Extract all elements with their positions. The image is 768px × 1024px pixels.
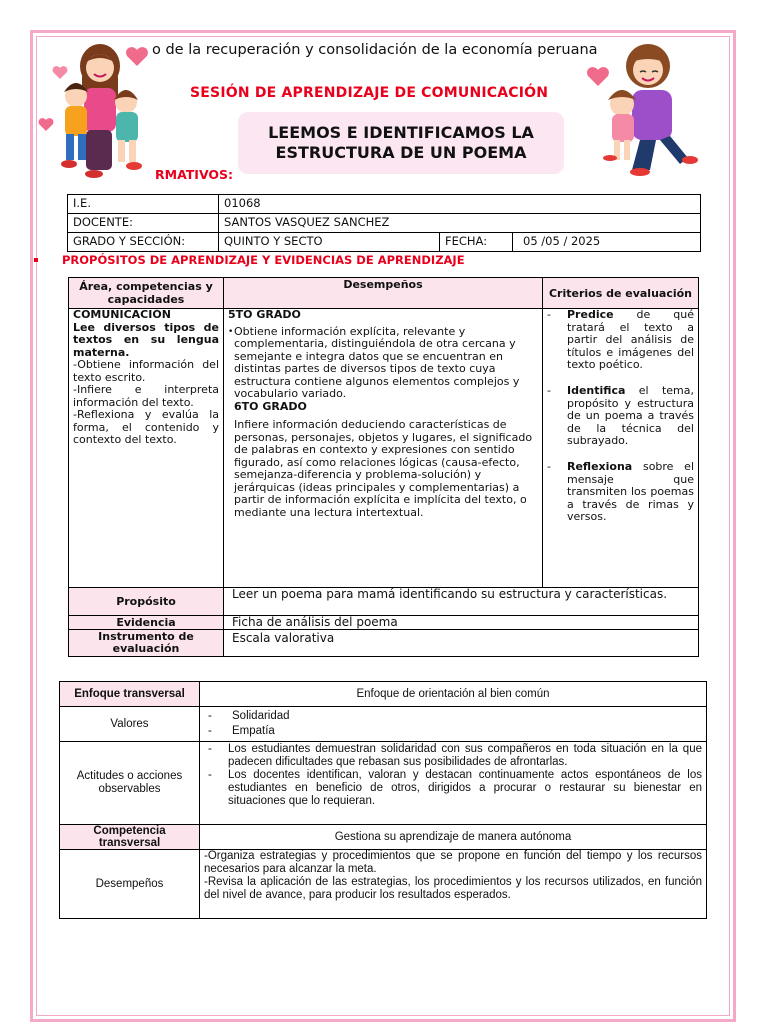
transversal-table [59, 681, 707, 919]
list-item: - Solidaridad [208, 710, 290, 722]
list-item: -Revisa la aplicación de las estrategias, los procedimientos y los recursos utilizados, en función del nivel de avance, para producir los resultados esperados. [204, 876, 702, 901]
dash-icon: - [547, 459, 551, 473]
session-title: SESIÓN DE APRENDIZAJE DE COMUNICACIÓN [190, 85, 549, 101]
enfoque-value: Enfoque de orientación al bien común [200, 682, 707, 707]
area-name: COMUNICACIÓN [73, 308, 171, 321]
list-item: -Organiza estrategias y procedimientos que se propone en función del tiempo y los recursos necesarios para alcanzar la meta. [204, 850, 702, 875]
list-item: - Empatía [208, 725, 275, 737]
valores-label: Valores [60, 707, 200, 742]
actitudes-label: Actitudes o acciones observables [60, 742, 200, 825]
criterios-cell [543, 309, 699, 588]
competencia-transversal-value: Gestiona su aprendizaje de manera autónoma [200, 825, 707, 850]
header-desempenos: Desempeños [224, 278, 543, 309]
evidencia-value: Ficha de análisis del poema [224, 616, 699, 630]
grado6-label: 6TO GRADO [234, 399, 307, 413]
table-row [68, 233, 701, 252]
criterio-text: de qué tratará el texto a partir del análisis de títulos e imágenes del texto poético. [567, 308, 694, 372]
list-item: - Los docentes identifican, valoran y destacan continuamente actos espontáneos de los estudiantes en beneficio de otros, dirigidos a procurar o restaurar su bienestar en situaciones que lo requieran. [208, 769, 702, 807]
table-row [60, 825, 707, 850]
grado-value: QUINTO Y SECTO [219, 233, 440, 252]
docente-value: SANTOS VASQUEZ SANCHEZ [219, 214, 701, 233]
capacidad-2: -Infiere e interpreta información del texto. [73, 383, 219, 409]
table-row [60, 850, 707, 919]
proposito-value: Leer un poema para mamá identificando su estructura y características. [224, 588, 699, 616]
desempenos-cell [224, 309, 543, 588]
year-title: o de la recuperación y consolidación de la economía peruana [152, 42, 598, 58]
criterio-item [547, 385, 694, 448]
lesson-title-box [238, 112, 564, 174]
criterio-item [547, 309, 694, 372]
dash-icon: - [547, 308, 551, 321]
enfoque-label: Enfoque transversal [60, 682, 200, 707]
criterio-verb: Predice [567, 308, 614, 321]
table-row [68, 195, 701, 214]
table-row [60, 742, 707, 825]
competencia-text: Lee diversos tipos de textos en su lengua materna. [73, 320, 219, 359]
capacidad-3: -Reflexiona y evalúa la forma, el contenido y contexto del texto. [73, 408, 219, 446]
table-row [60, 707, 707, 742]
fecha-value: 05 /05 / 2025 [513, 233, 701, 252]
criterio-verb: Reflexiona [567, 459, 633, 473]
desempeno6-text: Infiere información deduciendo características de personas, personajes, objetos y lugares, el significado de palabras en contexto y expresiones con sentido figurado, así como relaciones lógicas (causa-efecto, semejanza-diferencia y problema-solución) y jerárquicas (ideas principales y complementarias) a partir de información explícita e implícita del texto, o mediante una lectura intertextual. [234, 418, 533, 519]
table-row [69, 616, 699, 630]
desempeno5-text: Obtiene información explícita, relevante y complementaria, distinguiéndola de otra cercana y semejante e integra datos que se encuentran en distintas partes de diversos tipos de texto cuya estructura contiene algunos elementos complejos y vocabulario variado. [234, 324, 520, 400]
header-criterios: Criterios de evaluación [543, 278, 699, 309]
desempenos-transversal-cell [200, 850, 707, 919]
area-cell [69, 309, 224, 588]
criterio-text: sobre el mensaje que transmiten los poemas a través de rimas y versos. [567, 459, 694, 524]
ie-label: I.E. [68, 195, 219, 214]
criterio-text: el tema, propósito y estructura de un poema a través de la técnica del subrayado. [567, 383, 694, 448]
dash-icon: - [547, 383, 551, 397]
mother-daughter-hug-illustration [580, 40, 715, 180]
table-header-row [69, 278, 699, 309]
criterio-verb: Identifica [567, 383, 626, 397]
docente-label: DOCENTE: [68, 214, 219, 233]
fecha-label: FECHA: [440, 233, 513, 252]
instrumento-value: Escala valorativa [224, 630, 699, 657]
bullet-marker [34, 258, 38, 262]
header-area: Área, competencias y capacidades [69, 278, 224, 309]
grado-label: GRADO Y SECCIÓN: [68, 233, 219, 252]
list-item: - Los estudiantes demuestran solidaridad con sus compañeros en toda situación en la que padecen dificultades que rebasan sus posibilidades de afrontarlas. [208, 743, 702, 768]
actitudes-cell [200, 742, 707, 825]
table-row [69, 309, 699, 588]
mother-children-illustration [38, 38, 158, 180]
table-row [60, 682, 707, 707]
table-row [69, 588, 699, 616]
info-table [67, 194, 701, 252]
bullet-icon: • [228, 326, 234, 337]
table-row [69, 630, 699, 657]
ie-value: 01068 [219, 195, 701, 214]
lesson-title-line1: LEEMOS E IDENTIFICAMOS LA [268, 123, 534, 142]
criterio-item [547, 461, 694, 524]
grado5-label: 5TO GRADO [228, 308, 301, 321]
lesson-title-line2: ESTRUCTURA DE UN POEMA [275, 143, 527, 162]
propositos-title: PROPÓSITOS DE APRENDIZAJE Y EVIDENCIAS DE APRENDIZAJE [62, 253, 465, 267]
competencias-table [68, 277, 699, 657]
capacidad-1: -Obtiene información del texto escrito. [73, 358, 219, 384]
desempenos-transversal-label: Desempeños [60, 850, 200, 919]
desempeno5-item [228, 326, 538, 401]
table-row [68, 214, 701, 233]
valores-cell [200, 707, 707, 742]
proposito-label: Propósito [69, 588, 224, 616]
datos-informativos-label: RMATIVOS: [155, 167, 234, 182]
competencia-transversal-label: Competencia transversal [60, 825, 200, 850]
instrumento-label: Instrumento de evaluación [69, 630, 224, 657]
evidencia-label: Evidencia [69, 616, 224, 630]
